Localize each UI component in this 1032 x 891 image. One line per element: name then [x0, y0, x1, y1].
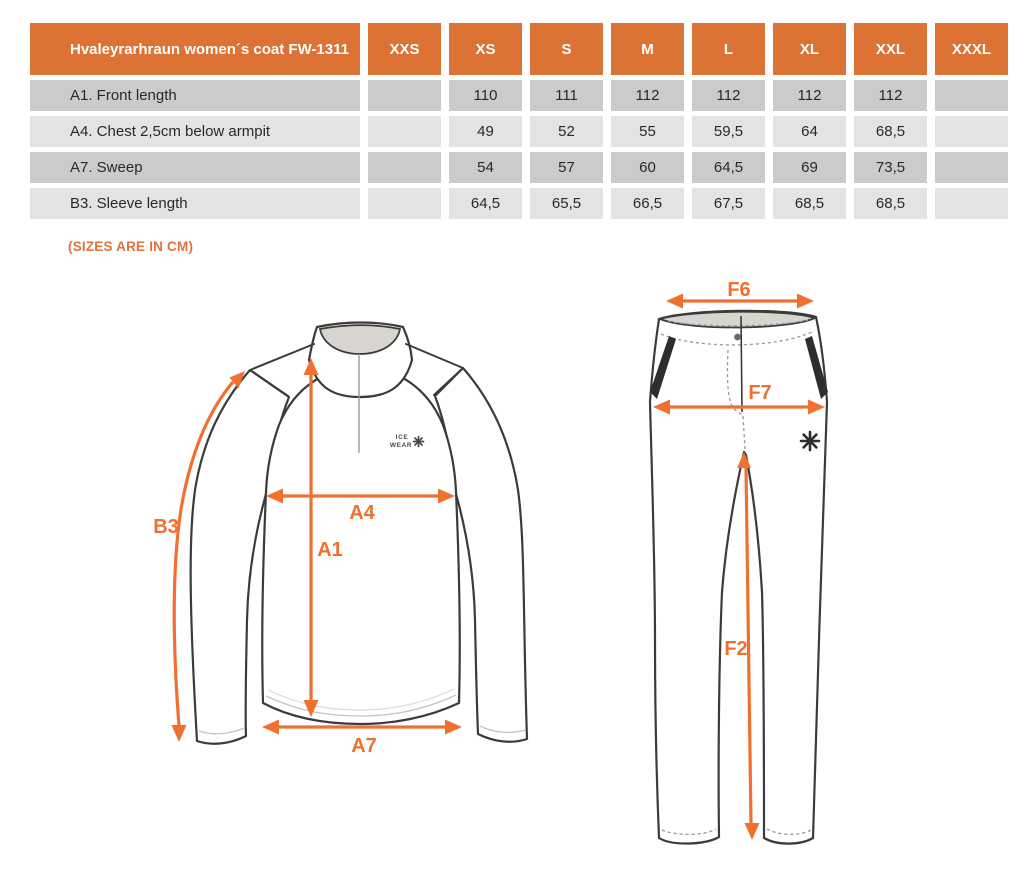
col-header-xs: XS	[449, 23, 522, 75]
row-label: B3. Sleeve length	[30, 188, 360, 219]
value-cell: 112	[692, 80, 765, 111]
logo-text-line1: ICE	[395, 434, 409, 441]
value-cell: 69	[773, 152, 846, 183]
snowflake-icon	[801, 432, 819, 450]
sizes-unit-note: (SIZES ARE IN CM)	[68, 239, 194, 254]
pants-button	[734, 334, 741, 341]
col-header-l: L	[692, 23, 765, 75]
value-cell: 65,5	[530, 188, 603, 219]
col-header-m: M	[611, 23, 684, 75]
pants-diagram	[650, 279, 828, 844]
col-header-xxs: XXS	[368, 23, 441, 75]
col-header-s: S	[530, 23, 603, 75]
value-cell: 52	[530, 116, 603, 147]
value-cell: 110	[449, 80, 522, 111]
product-title: Hvaleyrarhraun women´s coat FW-1311	[30, 23, 360, 75]
value-cell: 64,5	[692, 152, 765, 183]
value-cell: 67,5	[692, 188, 765, 219]
value-cell: 111	[530, 80, 603, 111]
measure-label-f2: F2	[724, 638, 748, 660]
value-cell: 66,5	[611, 188, 684, 219]
value-cell: 54	[449, 152, 522, 183]
pants-body	[650, 311, 827, 844]
value-cell: 68,5	[854, 188, 927, 219]
value-cell: 59,5	[692, 116, 765, 147]
pants-fly-seam	[741, 316, 742, 412]
measure-label-a4: A4	[349, 502, 375, 524]
measure-label-a1: A1	[317, 539, 343, 561]
value-cell: 49	[449, 116, 522, 147]
measure-label-a7: A7	[351, 735, 377, 757]
col-header-xxxl: XXXL	[935, 23, 1008, 75]
value-cell: 55	[611, 116, 684, 147]
value-cell: 68,5	[854, 116, 927, 147]
row-label: A4. Chest 2,5cm below armpit	[30, 116, 360, 147]
row-label: A7. Sweep	[30, 152, 360, 183]
jacket-diagram	[153, 323, 527, 758]
value-cell: 64	[773, 116, 846, 147]
value-cell: 112	[611, 80, 684, 111]
snowflake-icon	[414, 437, 424, 447]
icewear-logo	[390, 434, 424, 449]
logo-text-line2: WEAR	[389, 442, 413, 449]
measure-label-f7: F7	[748, 382, 772, 404]
jacket-body	[262, 377, 460, 724]
value-cell: 112	[773, 80, 846, 111]
measure-label-f6: F6	[727, 279, 751, 301]
value-cell: 68,5	[773, 188, 846, 219]
value-cell: 112	[854, 80, 927, 111]
col-header-xl: XL	[773, 23, 846, 75]
col-header-xxl: XXL	[854, 23, 927, 75]
value-cell: 57	[530, 152, 603, 183]
measure-label-b3: B3	[153, 516, 179, 538]
value-cell: 60	[611, 152, 684, 183]
value-cell: 73,5	[854, 152, 927, 183]
value-cell: 64,5	[449, 188, 522, 219]
row-label: A1. Front length	[30, 80, 360, 111]
